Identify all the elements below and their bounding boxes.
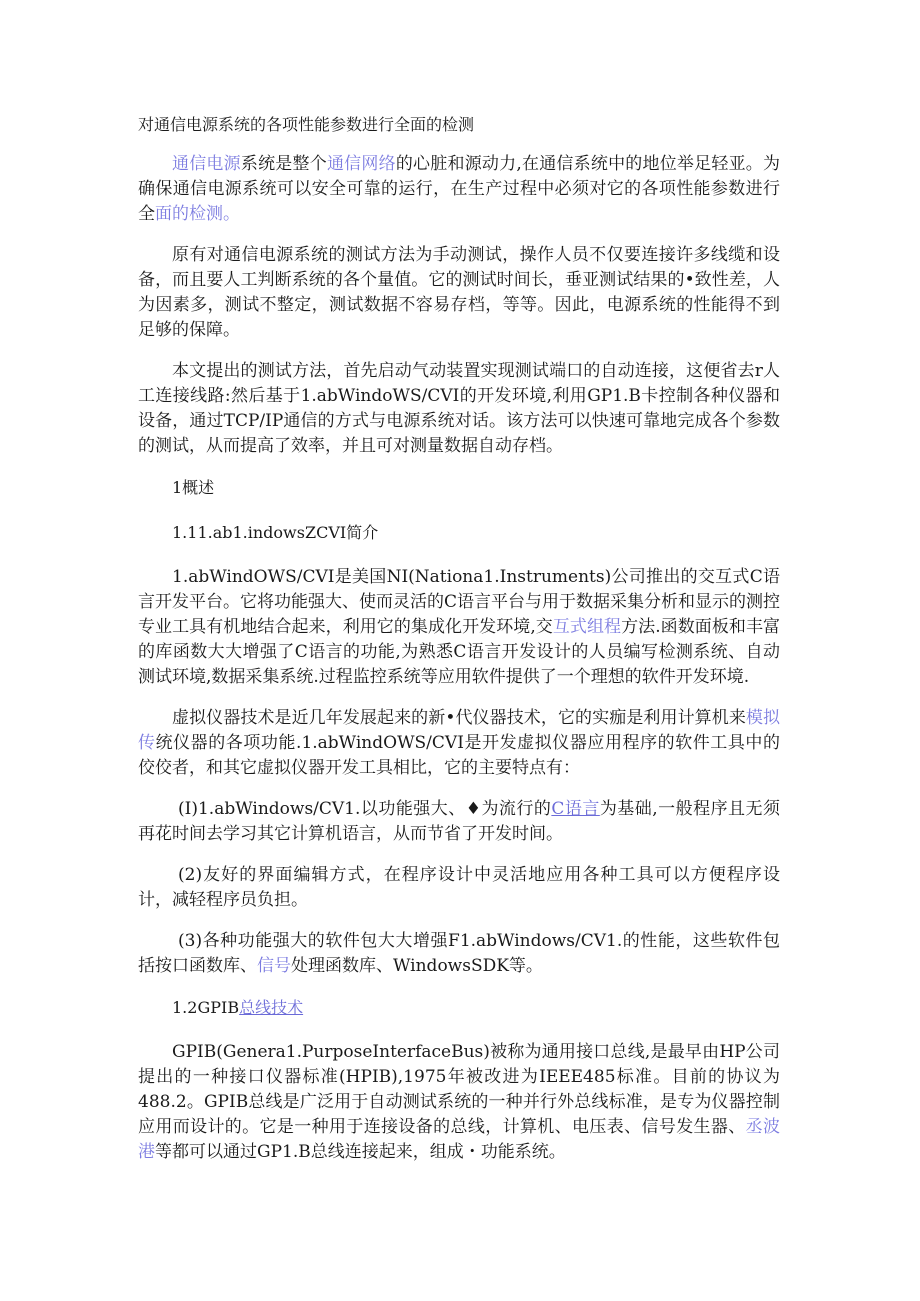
feature-item-1: (I)1.abWindows/CV1.以功能强大、♦为流行的C语言为基础,一般程序且无须再花时间去学习其它计算机语言，从而节省了开发时间。 bbox=[138, 799, 781, 844]
link-power-supply[interactable]: 通信电源 bbox=[172, 154, 241, 174]
paragraph-3: 本文提出的测试方法，首先启动气动装置实现测试端口的自动连接，这便省去r人工连接线路:然后基于1.abWindoWS/CVI的开发环境,利用GP1.B卡控制各种仪器和设备，通过TCP/IP通信的方式与电源系统对话。该方法可以快速可靠地完成各个参数的测试，从而提高了效率，并且可对测量数据自动存档。 bbox=[138, 361, 780, 456]
paragraph-1: 通信电源系统是整个通信网络的心脏和源动力,在通信系统中的地位举足轻亚。为确保通信电源系统可以安全可靠的运行，在生产过程中必须对它的各项性能参数进行全面的检测。 bbox=[138, 154, 781, 224]
heading-overview: 1概述 bbox=[172, 478, 215, 497]
link-simulation[interactable]: 模拟传 bbox=[138, 708, 781, 753]
document-title: 对通信电源系统的各项性能参数进行全面的检测 bbox=[138, 115, 475, 134]
link-interactive-programming[interactable]: 互式组程 bbox=[552, 617, 622, 637]
paragraph-2: 原有对通信电源系统的测试方法为手动测试，操作人员不仅要连接许多线缆和设备，而且要人工判断系统的各个量值。它的测试时间长，垂亚测试结果的•致性差，人为因素多，测试不整定，测试数据不容易存档，等等。因此，电源系统的性能得不到足够的保障。 bbox=[138, 245, 780, 340]
link-oscilloscope[interactable]: 丞波港 bbox=[138, 1117, 781, 1162]
feature-item-3: (3)各种功能强大的软件包大大增强F1.abWindows/CV1.的性能，这些软件包括按口函数库、信号处理函数库、WindowsSDK等。 bbox=[138, 931, 780, 976]
feature-item-2: (2)友好的界面编辑方式，在程序设计中灵活地应用各种工具可以方便程序设计，减轻程序员负担。 bbox=[138, 865, 780, 910]
paragraph-4: 1.abWindOWS/CVI是美国NI(Nationa1.Instruments)公司推出的交互式C语言开发平台。它将功能强大、使而灵活的C语言平台与用于数据采集分析和显示的测控专业工具有机地结合起来，利用它的集成化开发环境,交互式组程方法.函数面板和丰富的库函数大大增强了C语言的功能,为熟悉C语言开发设计的人员编写检测系统、自动测试环境,数据采集系统.过程监控系统等应用软件提供了一个理想的软件开发环境. bbox=[138, 567, 781, 687]
link-bus-technology[interactable]: 总线技术 bbox=[239, 998, 304, 1017]
link-detection[interactable]: 面的检测。 bbox=[155, 204, 240, 224]
paragraph-5: 虚拟仪器技术是近几年发展起来的新•代仪器技术，它的实痂是利用计算机来模拟传统仪器的各项功能.1.abWindOWS/CVI是开发虚拟仪器应用程序的软件工具中的佼佼者，和其它虚拟仪器开发工具相比，它的主要特点有： bbox=[138, 708, 781, 778]
link-signal[interactable]: 信号 bbox=[257, 956, 291, 976]
heading-labwindows-cvi: 1.11.ab1.indowsZCVI简介 bbox=[172, 523, 379, 542]
link-comm-network[interactable]: 通信网络 bbox=[326, 154, 396, 174]
link-c-language[interactable]: C语言 bbox=[551, 799, 600, 819]
heading-gpib: 1.2GPIB总线技术 bbox=[172, 998, 304, 1017]
paragraph-6: GPIB(Genera1.PurposeInterfaceBus)被称为通用接口总线,是最早由HP公司提出的一种接口仪器标准(HPIB),1975年被改进为IEEE485标准。目前的协议为488.2。GPIB总线是广泛用于自动测试系统的一种并行外总线标准，是专为仪器控制应用而设计的。它是一种用于连接设备的总线，计算机、电压表、信号发生器、丞波港等都可以通过GP1.B总线连接起来，组成・功能系统。 bbox=[138, 1042, 781, 1162]
